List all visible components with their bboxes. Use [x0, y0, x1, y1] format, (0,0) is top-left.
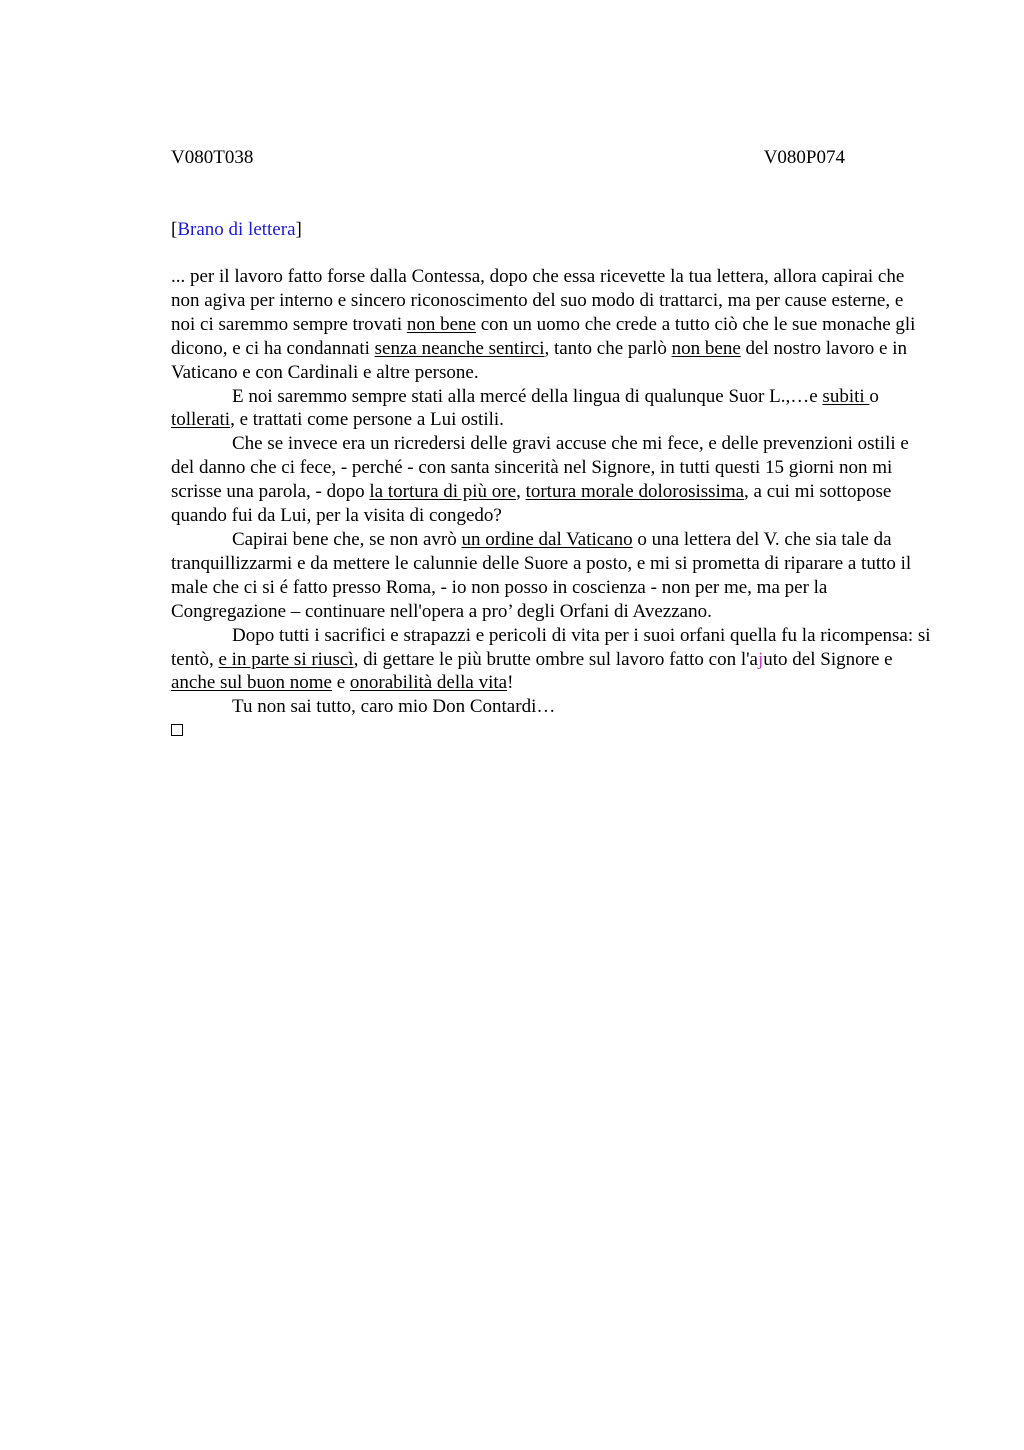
paragraph-4	[171, 528, 931, 624]
underlined-text: non bene	[671, 337, 741, 359]
text-run: , a cui mi sottopose quando fui da Lui, per la visita di congedo?	[171, 481, 892, 527]
text-run: e	[331, 672, 350, 694]
text-run: con un uomo che crede a tutto ciò che le sue monache gli dicono, e ci ha condannati	[171, 313, 916, 359]
underlined-text: un ordine dal Vaticano	[461, 528, 633, 550]
empty-square-icon	[171, 724, 183, 736]
underlined-text: onorabilità della vita	[349, 672, 508, 694]
document-header	[171, 145, 845, 171]
underlined-text: la tortura di più ore	[369, 481, 517, 503]
underlined-text: non bene	[406, 313, 476, 335]
paragraph-1	[171, 265, 931, 385]
title-bracket-open: [	[171, 219, 178, 240]
text-run: Dopo tutti i sacrifici e strapazzi e pericoli di vita per i suoi orfani quella fu la ricompensa: si tentò,	[171, 624, 931, 670]
text-run: Tu non sai tutto, caro mio Don Contardi…	[232, 696, 556, 718]
text-run: Che se invece era un ricredersi delle gravi accuse che mi fece, e delle prevenzioni ostili e del danno che ci fece, - perché - con santa sincerità nel Signore, in tutti questi 15 giorni non mi scrisse una parola, - dopo	[171, 433, 909, 503]
text-run: , di gettare le più brutte ombre sul lavoro fatto con l'a	[353, 648, 758, 670]
underlined-text: anche sul buon nome	[171, 672, 332, 694]
title-bracket-close: ]	[295, 219, 302, 240]
text-run: ,	[516, 481, 526, 503]
paragraph-6	[171, 695, 931, 719]
letter-body	[171, 265, 931, 743]
document-code-left: V080T038	[171, 147, 254, 168]
highlighted-letter: j	[758, 648, 764, 670]
text-run: o	[869, 385, 879, 407]
text-run: , tanto che parlò	[544, 337, 672, 359]
text-run: Capirai bene che, se non avrò	[232, 528, 462, 550]
text-run: o una lettera del V. che sia tale da tranquillizzarmi e da mettere le calunnie delle Suore a posto, e mi si prometta di riparare a tutto il male che ci si é fatto presso Roma, - io non posso in coscienza - non per me, ma per la Congregazione – continuare nell'opera a pro’ degli Orfani di Avezzano.	[171, 528, 912, 622]
text-run: del nostro lavoro e in Vaticano e con Cardinali e altre persone.	[171, 337, 908, 383]
underlined-text: e in parte si riuscì	[218, 648, 354, 670]
title-text: Brano di lettera	[177, 219, 296, 240]
text-run: ... per il lavoro fatto forse dalla Contessa, dopo che essa ricevette la tua lettera, allora capirai che non agiva per interno e sincero riconoscimento del suo modo di trattarci, ma per cause esterne, e noi ci saremmo sempre trovati	[171, 266, 905, 335]
text-run: uto del Signore e	[763, 648, 893, 670]
underlined-text: tollerati	[171, 409, 231, 431]
document-title	[171, 217, 302, 243]
paragraph-2	[171, 385, 931, 433]
end-marker-line	[171, 719, 931, 743]
text-run: E noi saremmo sempre stati alla mercé della lingua di qualunque Suor L.,…e	[232, 385, 823, 407]
paragraph-5	[171, 624, 931, 696]
underlined-text: subiti	[822, 385, 870, 407]
underlined-text: senza neanche sentirci	[374, 337, 545, 359]
text-run: !	[507, 672, 514, 694]
underlined-text: tortura morale dolorosissima	[525, 481, 745, 503]
document-code-right: V080P074	[763, 147, 845, 168]
text-run: , e trattati come persone a Lui ostili.	[230, 409, 504, 431]
paragraph-3	[171, 432, 931, 528]
